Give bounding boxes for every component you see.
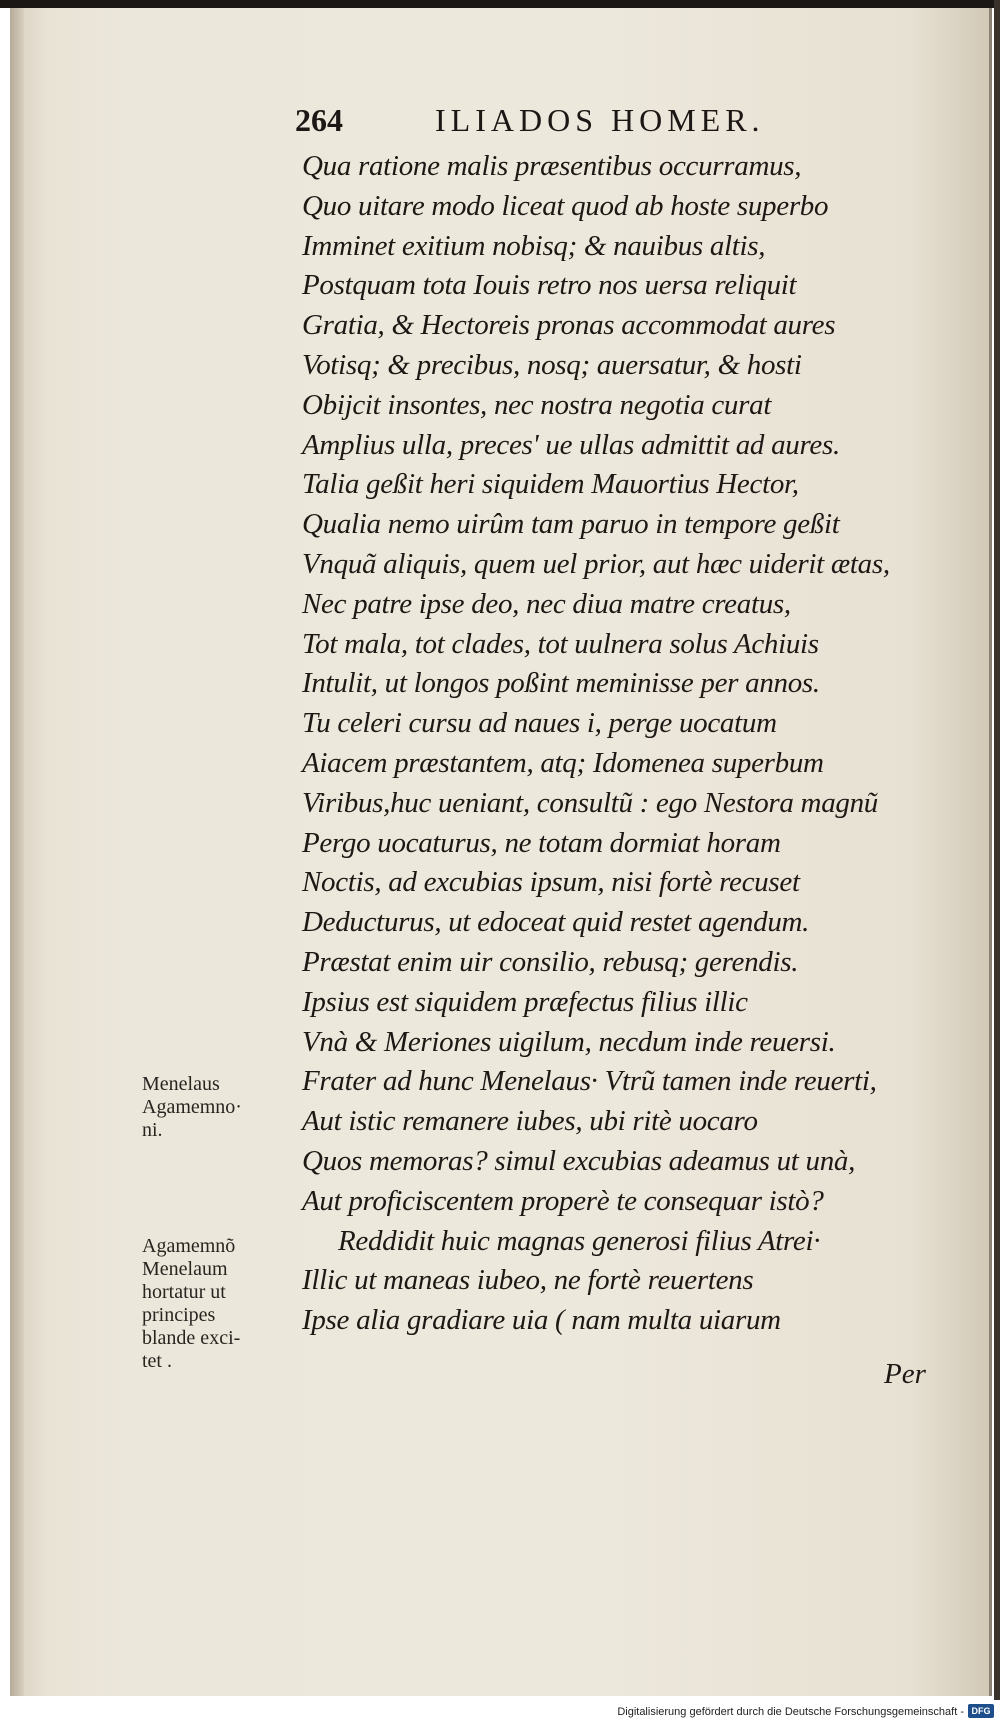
verse-line: Illic ut maneas iubeo, ne fortè reuertens (302, 1264, 754, 1297)
verse-line: Reddidit huic magnas generosi filius Atrei· (338, 1224, 821, 1257)
running-head (295, 102, 835, 139)
margin-note-line: Agamemnõ (142, 1235, 236, 1257)
verse-line: Imminet exitium nobisq; & nauibus altis, (302, 229, 766, 262)
page-gutter-shadow (10, 6, 24, 1696)
margin-note-agamemnon (142, 1235, 287, 1373)
scan-right-shadow (994, 0, 1000, 1700)
verse-line: Qualia nemo uirûm tam paruo in tempore geßit (302, 508, 840, 541)
verse-line: Aiacem præstantem, atq; Idomenea superbum (302, 746, 824, 779)
verse-line: Quo uitare modo liceat quod ab hoste superbo (302, 189, 829, 222)
verse-line: Nec patre ipse deo, nec diua matre creatus, (302, 587, 791, 620)
verse-line: Tu celeri cursu ad naues i, perge uocatum (302, 707, 777, 740)
running-title: ILIADOS HOMER. (435, 102, 765, 138)
margin-note-line: Menelaum (142, 1258, 228, 1280)
verse-line: Obijcit insontes, nec nostra negotia curat (302, 388, 772, 421)
verse-line: Intulit, ut longos poßint meminisse per annos. (302, 667, 820, 700)
margin-note-line: principes (142, 1304, 216, 1326)
verse-line: Talia geßit heri siquidem Mauortius Hector, (302, 468, 799, 501)
verse-line: Postquam tota Iouis retro nos uersa reliquit (302, 269, 797, 302)
margin-note-line: Menelaus (142, 1073, 220, 1095)
verse-line: Deducturus, ut edoceat quid restet agendum. (302, 906, 810, 939)
verse-line: Viribus,huc ueniant, consultũ : ego Nestora magnũ (302, 786, 878, 819)
verse-line: Noctis, ad excubias ipsum, nisi fortè recuset (302, 866, 800, 899)
verse-line: Ipsius est siquidem præfectus filius illic (302, 985, 748, 1018)
verse-line: Pergo uocaturus, ne totam dormiat horam (302, 826, 781, 859)
margin-note-menelaus (142, 1073, 287, 1142)
margin-note-line: hortatur ut (142, 1281, 226, 1303)
verse-line: Frater ad hunc Menelaus· Vtrũ tamen inde reuerti, (302, 1065, 877, 1098)
scan-top-shadow (0, 0, 1000, 8)
verse-line: Amplius ulla, preces' ue ullas admittit ad aures. (302, 428, 840, 461)
verse-line: Vnquã aliquis, quem uel prior, aut hæc uiderit ætas, (302, 547, 890, 580)
verse-line: Aut proficiscentem properè te consequar istò? (302, 1184, 824, 1217)
verse-line: Aut istic remanere iubes, ubi ritè uocaro (302, 1105, 758, 1138)
verse-line: Tot mala, tot clades, tot uulnera solus Achiuis (302, 627, 819, 660)
funding-credit: Digitalisierung gefördert durch die Deutsche Forschungsgemeinschaft - (617, 1706, 964, 1718)
margin-note-line: ni. (142, 1119, 163, 1141)
verse-line: Quos memoras? simul excubias adeamus ut unà, (302, 1144, 856, 1177)
margin-note-line: blande exci- (142, 1327, 241, 1349)
catchword: Per (884, 1358, 926, 1390)
dfg-logo: DFG (968, 1704, 994, 1718)
verse-line: Ipse alia gradiare uia ( nam multa uiarum (302, 1304, 781, 1337)
margin-note-line: Agamemno· (142, 1096, 242, 1118)
verse-line: Gratia, & Hectoreis pronas accommodat aures (302, 309, 836, 342)
verse-line: Qua ratione malis præsentibus occurramus, (302, 150, 802, 182)
verse-line: Votisq; & precibus, nosq; auersatur, & hosti (302, 348, 802, 381)
margin-note-line: tet . (142, 1350, 172, 1372)
verse-line: Vnà & Meriones uigilum, necdum inde reuersi. (302, 1025, 836, 1058)
verse-text (302, 147, 962, 1341)
page-number: 264 (295, 102, 343, 138)
verse-line: Præstat enim uir consilio, rebusq; gerendis. (302, 945, 799, 978)
